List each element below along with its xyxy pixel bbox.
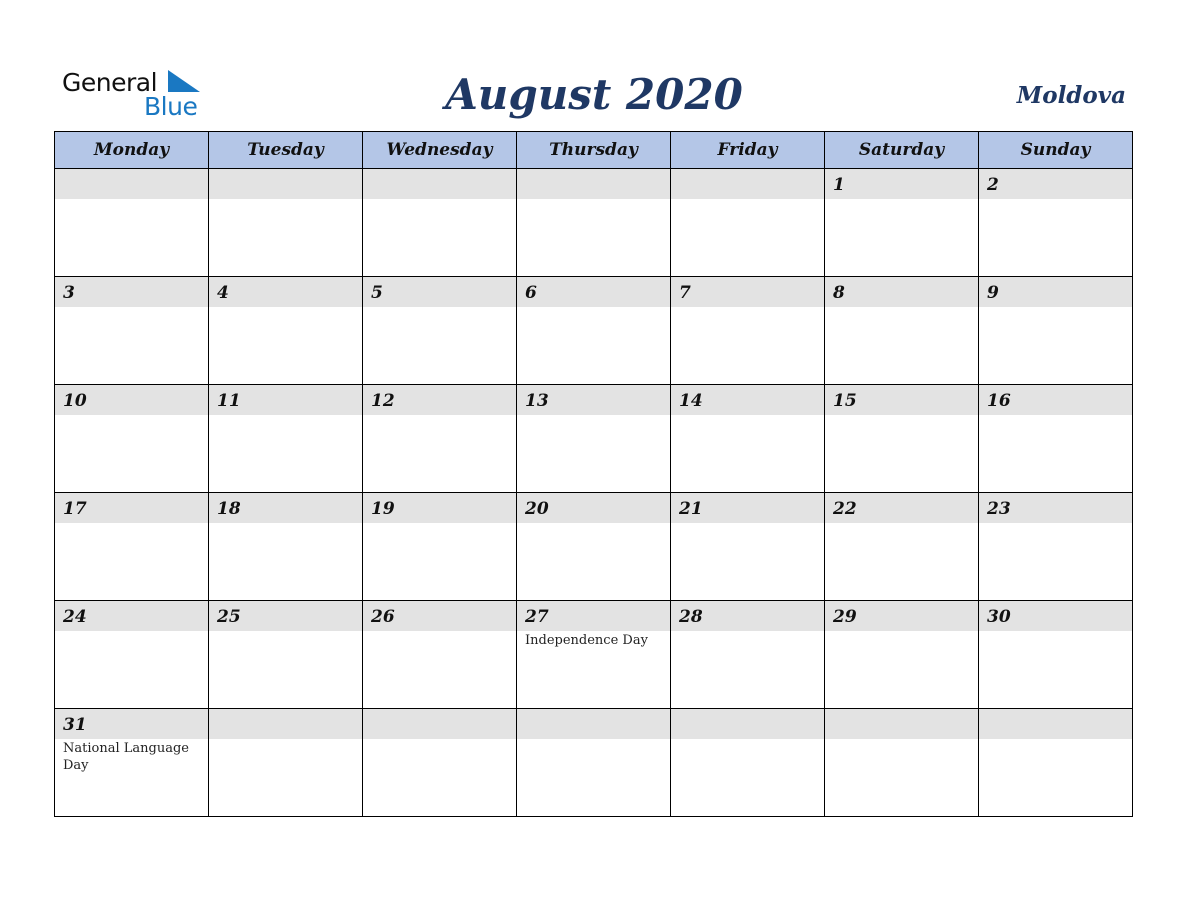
day-number-band bbox=[979, 277, 1132, 307]
day-number-band bbox=[517, 169, 670, 199]
day-number-band bbox=[55, 493, 208, 523]
day-cell bbox=[363, 493, 517, 601]
day-cell bbox=[671, 493, 825, 601]
day-cell bbox=[209, 277, 363, 385]
day-number: 12 bbox=[371, 391, 395, 411]
day-number-band bbox=[825, 277, 978, 307]
day-cell bbox=[825, 493, 979, 601]
day-cell bbox=[979, 493, 1133, 601]
day-number-band bbox=[55, 169, 208, 199]
day-number: 26 bbox=[371, 607, 395, 627]
day-cell bbox=[825, 709, 979, 817]
week-row bbox=[55, 277, 1133, 385]
day-cell bbox=[517, 709, 671, 817]
day-number: 22 bbox=[833, 499, 857, 519]
day-number: 23 bbox=[987, 499, 1011, 519]
day-cell bbox=[979, 709, 1133, 817]
day-number: 3 bbox=[63, 283, 75, 303]
day-cell bbox=[979, 601, 1133, 709]
day-number: 6 bbox=[525, 283, 537, 303]
holiday-label bbox=[671, 739, 824, 740]
day-number-band bbox=[517, 277, 670, 307]
weekday-header-friday: Friday bbox=[671, 132, 825, 169]
day-number-band bbox=[825, 385, 978, 415]
day-number-band bbox=[979, 493, 1132, 523]
holiday-label: Independence Day bbox=[525, 633, 648, 648]
day-cell bbox=[209, 601, 363, 709]
day-number: 10 bbox=[63, 391, 87, 411]
day-number: 4 bbox=[217, 283, 229, 303]
day-number-band bbox=[671, 709, 824, 739]
weekday-header-row bbox=[55, 132, 1133, 169]
holiday-label bbox=[517, 199, 670, 200]
holiday-label bbox=[55, 199, 208, 200]
day-number: 31 bbox=[63, 715, 87, 735]
day-number-band bbox=[363, 601, 516, 631]
holiday-label bbox=[825, 199, 978, 200]
day-number-band bbox=[979, 385, 1132, 415]
day-number-band bbox=[979, 169, 1132, 199]
day-cell bbox=[517, 493, 671, 601]
holiday-label: National Language Day bbox=[63, 741, 189, 773]
day-number: 24 bbox=[63, 607, 87, 627]
day-cell bbox=[209, 493, 363, 601]
logo-text-blue: Blue bbox=[144, 92, 198, 121]
day-number: 28 bbox=[679, 607, 703, 627]
calendar-grid bbox=[54, 131, 1133, 817]
country-label: Moldova bbox=[1016, 82, 1126, 109]
day-cell bbox=[671, 709, 825, 817]
day-cell bbox=[671, 169, 825, 277]
day-number-band bbox=[671, 277, 824, 307]
day-number-band bbox=[209, 493, 362, 523]
day-number: 7 bbox=[679, 283, 691, 303]
day-number-band bbox=[979, 601, 1132, 631]
day-cell bbox=[979, 277, 1133, 385]
holiday-label bbox=[363, 199, 516, 200]
holiday-label bbox=[209, 199, 362, 200]
day-number: 16 bbox=[987, 391, 1011, 411]
day-cell bbox=[517, 385, 671, 493]
day-cell bbox=[55, 709, 209, 817]
day-number-band bbox=[363, 709, 516, 739]
day-cell bbox=[825, 385, 979, 493]
day-cell bbox=[209, 169, 363, 277]
holiday-label bbox=[671, 307, 824, 308]
day-number-band bbox=[517, 601, 670, 631]
holiday-label bbox=[209, 307, 362, 308]
day-cell bbox=[55, 385, 209, 493]
day-number-band bbox=[671, 169, 824, 199]
day-cell bbox=[825, 169, 979, 277]
day-cell bbox=[55, 493, 209, 601]
weekday-header-tuesday: Tuesday bbox=[209, 132, 363, 169]
day-cell bbox=[363, 169, 517, 277]
day-cell bbox=[517, 277, 671, 385]
day-cell bbox=[209, 385, 363, 493]
day-number-band bbox=[363, 385, 516, 415]
day-cell bbox=[55, 169, 209, 277]
weekday-header-thursday: Thursday bbox=[517, 132, 671, 169]
week-row bbox=[55, 169, 1133, 277]
holiday-label bbox=[363, 739, 516, 740]
holiday-label bbox=[825, 307, 978, 308]
week-row bbox=[55, 709, 1133, 817]
day-number: 13 bbox=[525, 391, 549, 411]
day-number: 29 bbox=[833, 607, 857, 627]
day-number-band bbox=[209, 169, 362, 199]
day-cell bbox=[671, 601, 825, 709]
week-row bbox=[55, 385, 1133, 493]
day-number: 17 bbox=[63, 499, 87, 519]
holiday-label bbox=[363, 307, 516, 308]
calendar-title: August 2020 bbox=[445, 70, 743, 119]
day-cell bbox=[55, 277, 209, 385]
day-cell bbox=[671, 277, 825, 385]
day-cell bbox=[825, 601, 979, 709]
day-number-band bbox=[209, 385, 362, 415]
day-number: 15 bbox=[833, 391, 857, 411]
day-number: 18 bbox=[217, 499, 241, 519]
day-number-band bbox=[209, 277, 362, 307]
day-number-band bbox=[55, 709, 208, 739]
day-number-band bbox=[209, 709, 362, 739]
day-number-band bbox=[825, 709, 978, 739]
weekday-header-sunday: Sunday bbox=[979, 132, 1133, 169]
day-cell bbox=[209, 709, 363, 817]
day-number-band bbox=[825, 601, 978, 631]
day-number-band bbox=[671, 601, 824, 631]
day-cell bbox=[517, 169, 671, 277]
day-number-band bbox=[209, 601, 362, 631]
day-number: 1 bbox=[833, 175, 845, 195]
day-number-band bbox=[825, 169, 978, 199]
day-number: 20 bbox=[525, 499, 549, 519]
week-row bbox=[55, 493, 1133, 601]
day-number: 19 bbox=[371, 499, 395, 519]
holiday-label bbox=[55, 307, 208, 308]
holiday-label bbox=[209, 739, 362, 740]
day-number-band bbox=[517, 493, 670, 523]
day-cell bbox=[979, 385, 1133, 493]
day-cell bbox=[363, 277, 517, 385]
day-number: 5 bbox=[371, 283, 383, 303]
holiday-label bbox=[517, 307, 670, 308]
week-row bbox=[55, 601, 1133, 709]
weekday-header-monday: Monday bbox=[55, 132, 209, 169]
day-number-band bbox=[979, 709, 1132, 739]
day-number: 30 bbox=[987, 607, 1011, 627]
day-cell bbox=[55, 601, 209, 709]
day-cell bbox=[363, 601, 517, 709]
day-number-band bbox=[363, 493, 516, 523]
day-number-band bbox=[55, 385, 208, 415]
holiday-label bbox=[825, 739, 978, 740]
day-cell bbox=[825, 277, 979, 385]
holiday-label bbox=[517, 739, 670, 740]
day-number: 8 bbox=[833, 283, 845, 303]
day-number: 9 bbox=[987, 283, 999, 303]
holiday-label bbox=[671, 199, 824, 200]
day-number-band bbox=[517, 385, 670, 415]
day-number-band bbox=[55, 277, 208, 307]
holiday-label bbox=[979, 739, 1132, 740]
holiday-label bbox=[979, 307, 1132, 308]
logo-text-general: General bbox=[62, 68, 158, 97]
weekday-header-saturday: Saturday bbox=[825, 132, 979, 169]
day-number-band bbox=[517, 709, 670, 739]
weekday-header-wednesday: Wednesday bbox=[363, 132, 517, 169]
day-cell bbox=[979, 169, 1133, 277]
day-cell bbox=[671, 385, 825, 493]
day-number: 2 bbox=[987, 175, 999, 195]
day-number-band bbox=[671, 385, 824, 415]
day-number-band bbox=[825, 493, 978, 523]
day-cell bbox=[363, 385, 517, 493]
day-number-band bbox=[363, 277, 516, 307]
day-number: 25 bbox=[217, 607, 241, 627]
day-number-band bbox=[671, 493, 824, 523]
day-number: 11 bbox=[217, 391, 241, 411]
day-number: 14 bbox=[679, 391, 703, 411]
day-cell bbox=[517, 601, 671, 709]
day-number: 27 bbox=[525, 607, 549, 627]
day-number-band bbox=[363, 169, 516, 199]
day-number-band bbox=[55, 601, 208, 631]
day-cell bbox=[363, 709, 517, 817]
holiday-label bbox=[979, 199, 1132, 200]
day-number: 21 bbox=[679, 499, 703, 519]
